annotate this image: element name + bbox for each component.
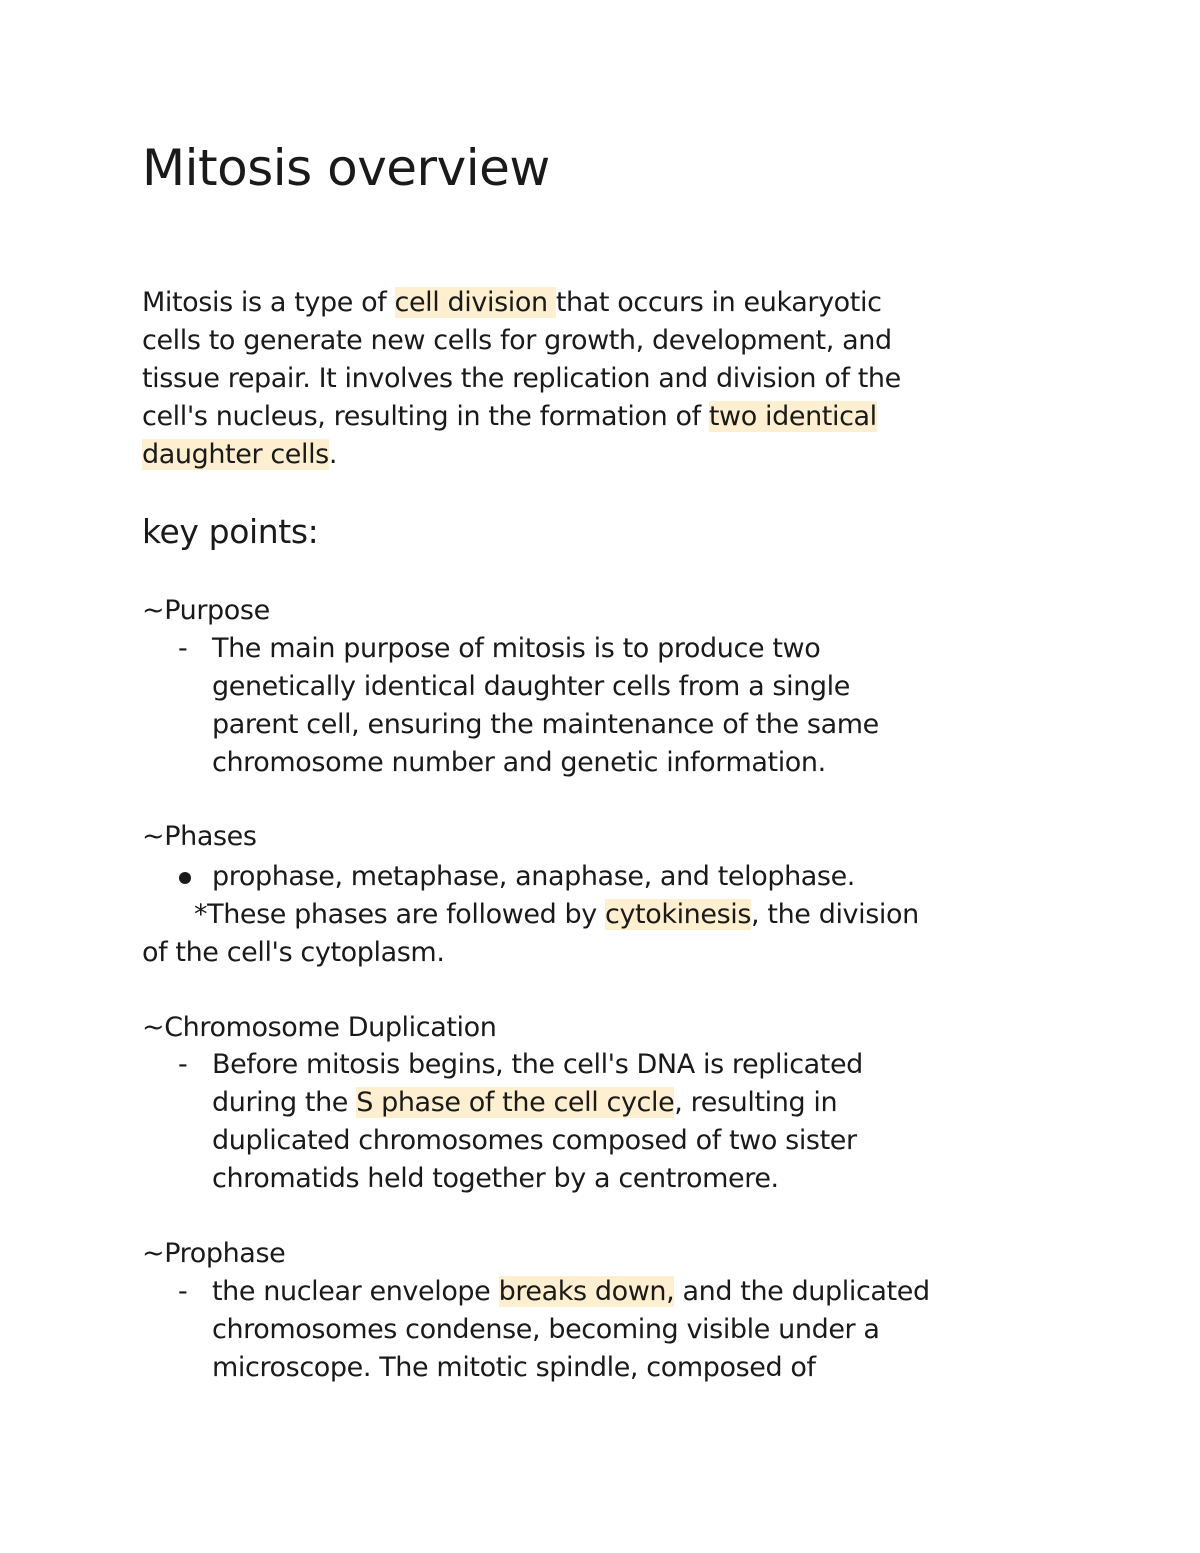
highlight-cell-division: cell division (394, 287, 556, 318)
phases-note-line-1 (142, 896, 1062, 934)
intro-line-5 (142, 436, 1042, 474)
purpose-line-1 (142, 630, 1062, 668)
duplication-text: during the (212, 1087, 357, 1118)
prophase-text: and the duplicated (674, 1276, 930, 1307)
phases-note (142, 896, 1062, 972)
prophase-text: the nuclear envelope (212, 1276, 499, 1307)
highlight-two-identical: two identical (708, 401, 877, 432)
bullet-icon (179, 872, 191, 884)
duplication-line-2 (142, 1084, 1062, 1122)
prophase-heading: ~Prophase (142, 1238, 286, 1269)
duplication-line-4: chromatids held together by a centromere. (212, 1163, 779, 1194)
key-points-heading: key points: (142, 512, 319, 551)
highlight-breaks-down: breaks down, (498, 1276, 675, 1307)
page-title: Mitosis overview (142, 139, 550, 197)
intro-line-1 (142, 284, 1042, 322)
intro-line-2: cells to generate new cells for growth, development, and (142, 325, 892, 356)
dash-marker: - (178, 1276, 188, 1307)
duplication-line-1 (142, 1046, 1062, 1084)
duplication-list-item (142, 1046, 1062, 1198)
purpose-list-item (142, 630, 1062, 782)
dash-marker: - (178, 633, 188, 664)
intro-line-3: tissue repair. It involves the replication and division of the (142, 363, 901, 394)
prophase-line-1 (142, 1273, 1062, 1311)
duplication-heading: ~Chromosome Duplication (142, 1012, 497, 1043)
intro-text: that occurs in eukaryotic (555, 287, 882, 318)
purpose-line-3: parent cell, ensuring the maintenance of the same (212, 709, 879, 740)
intro-text: cell's nucleus, resulting in the formation of (142, 401, 709, 432)
purpose-line-4: chromosome number and genetic information. (212, 747, 826, 778)
prophase-line-2: chromosomes condense, becoming visible under a (212, 1314, 880, 1345)
phases-list-item (142, 858, 1062, 896)
phases-line-1 (142, 858, 1062, 896)
purpose-text: The main purpose of mitosis is to produce two (212, 633, 821, 664)
dash-marker: - (178, 1049, 188, 1080)
phases-note-line-2: of the cell's cytoplasm. (142, 937, 445, 968)
phases-text: prophase, metaphase, anaphase, and telophase. (212, 861, 855, 892)
highlight-cytokinesis: cytokinesis (605, 899, 752, 930)
duplication-text: Before mitosis begins, the cell's DNA is replicated (212, 1049, 863, 1080)
duplication-text: , resulting in (674, 1087, 838, 1118)
highlight-daughter-cells: daughter cells (142, 439, 329, 470)
intro-text: . (328, 439, 338, 470)
prophase-line-3: microscope. The mitotic spindle, composed of (212, 1352, 816, 1383)
intro-line-4 (142, 398, 1042, 436)
duplication-line-3: duplicated chromosomes composed of two sister (212, 1125, 857, 1156)
purpose-heading: ~Purpose (142, 595, 270, 626)
note-text: *These phases are followed by (194, 899, 606, 930)
intro-paragraph (142, 284, 1042, 474)
intro-text: Mitosis is a type of (142, 287, 395, 318)
highlight-s-phase: S phase of the cell cycle (356, 1087, 675, 1118)
note-text: , the division (751, 899, 919, 930)
phases-heading: ~Phases (142, 821, 257, 852)
prophase-list-item (142, 1273, 1062, 1387)
purpose-line-2: genetically identical daughter cells from a single (212, 671, 850, 702)
